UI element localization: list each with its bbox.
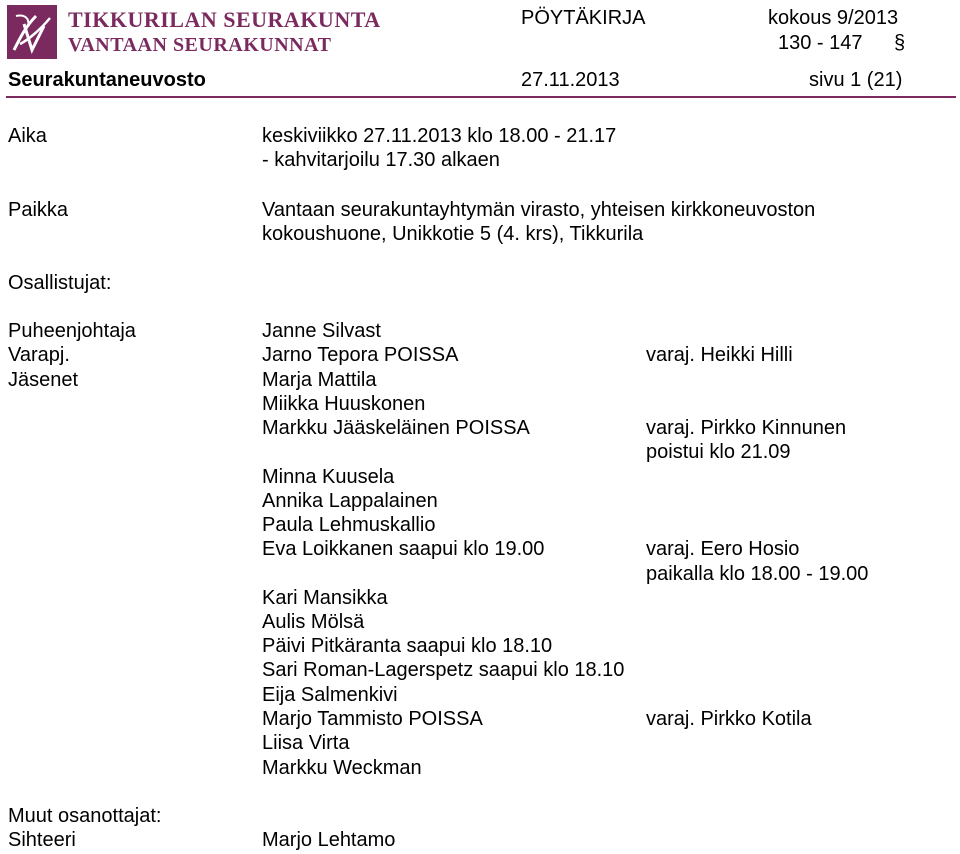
time-value: keskiviikko 27.11.2013 klo 18.00 - 21.17 — [262, 125, 617, 147]
place-value: Vantaan seurakuntayhtymän virasto, yhteisen kirkkoneuvoston — [262, 199, 816, 221]
chair-label: Puheenjohtaja — [8, 320, 136, 342]
meeting-number: kokous 9/2013 — [768, 7, 899, 29]
attendee-name: Paula Lehmuskallio — [262, 514, 436, 536]
page-number: sivu 1 (21) — [809, 69, 903, 91]
vice-chair-label: Varapj. — [8, 344, 70, 366]
header-divider — [6, 96, 956, 98]
attendee-name: Marjo Tammisto POISSA — [262, 708, 483, 730]
attendee-name: Miikka Huuskonen — [262, 393, 426, 415]
svg-text:§: § — [894, 33, 906, 53]
org-name-line1: TIKKURILAN SEURAKUNTA — [68, 7, 381, 32]
members-label: Jäsenet — [8, 369, 79, 391]
attendee-name: Annika Lappalainen — [262, 490, 438, 512]
attendee-name: Minna Kuusela — [262, 466, 395, 488]
substitute-note: varaj. Pirkko Kotila — [646, 708, 812, 730]
substitute-note: poistui klo 21.09 — [646, 441, 791, 463]
others-heading: Muut osanottajat: — [8, 805, 162, 827]
meeting-date: 27.11.2013 — [521, 69, 620, 91]
attendee-name: Kari Mansikka — [262, 587, 388, 609]
attendees-heading: Osallistujat: — [8, 272, 112, 294]
attendee-name: Marja Mattila — [262, 369, 377, 391]
attendee-name: Liisa Virta — [262, 732, 350, 754]
substitute-note: paikalla klo 18.00 - 19.00 — [646, 563, 869, 585]
attendee-name: Janne Silvast — [262, 320, 381, 342]
secretary-label: Sihteeri — [8, 829, 76, 851]
attendee-name: Sari Roman-Lagerspetz saapui klo 18.10 — [262, 659, 625, 681]
attendee-name: Päivi Pitkäranta saapui klo 18.10 — [262, 635, 553, 657]
substitute-note: varaj. Eero Hosio — [646, 538, 800, 560]
place-label: Paikka — [8, 199, 69, 221]
time-label: Aika — [8, 125, 47, 147]
attendee-name: Aulis Mölsä — [262, 611, 365, 633]
attendee-name: Markku Weckman — [262, 757, 422, 779]
section-range: 130 - 147 — [778, 32, 863, 54]
document-type: PÖYTÄKIRJA — [521, 7, 646, 29]
paragraph-sign-icon — [894, 33, 907, 53]
substitute-note: varaj. Pirkko Kinnunen — [646, 417, 847, 439]
attendee-name: Markku Jääskeläinen POISSA — [262, 417, 530, 439]
org-name-line2: VANTAAN SEURAKUNNAT — [68, 34, 332, 56]
attendee-name: Eija Salmenkivi — [262, 684, 398, 706]
attendee-name: Jarno Tepora POISSA — [262, 344, 459, 366]
attendee-name: Eva Loikkanen saapui klo 19.00 — [262, 538, 545, 560]
governing-body: Seurakuntaneuvosto — [8, 69, 206, 91]
coffee-note: - kahvitarjoilu 17.30 alkaen — [262, 149, 500, 171]
parish-logo-icon — [6, 4, 58, 60]
substitute-note: varaj. Heikki Hilli — [646, 344, 793, 366]
secretary-name: Marjo Lehtamo — [262, 829, 396, 851]
place-value-cont: kokoushuone, Unikkotie 5 (4. krs), Tikkurila — [262, 223, 644, 245]
